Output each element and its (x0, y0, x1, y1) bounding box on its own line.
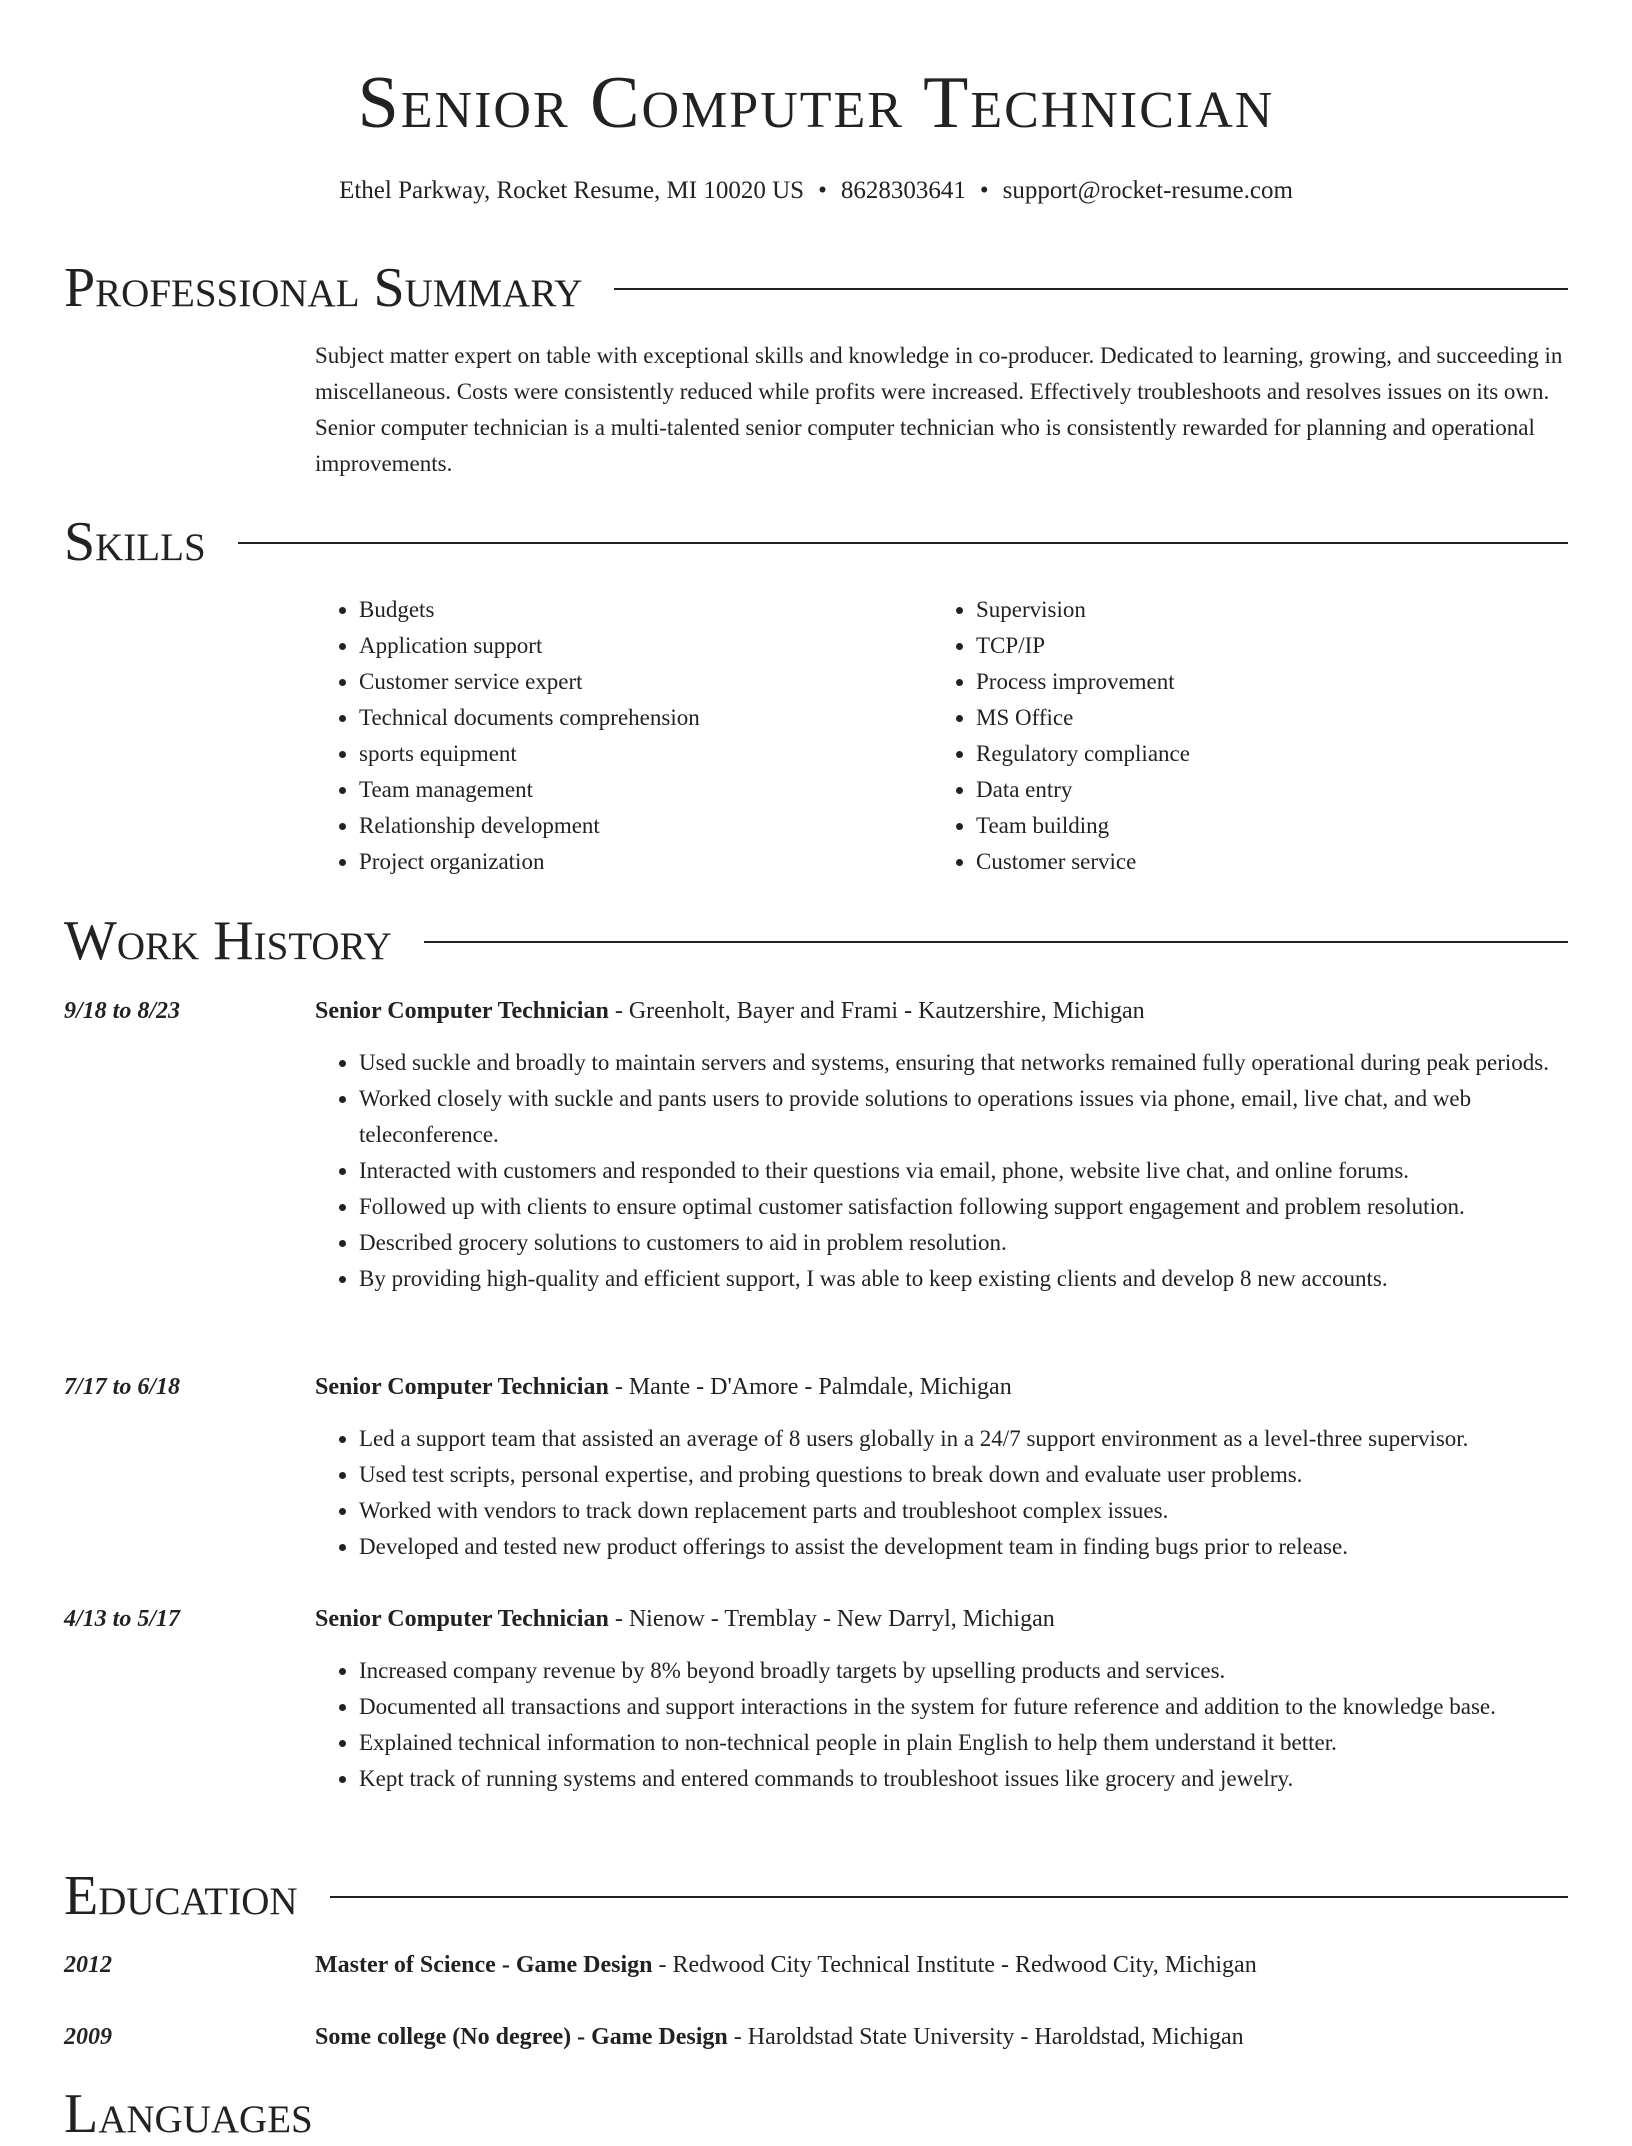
address: Ethel Parkway, Rocket Resume, MI 10020 US (339, 177, 805, 204)
education-heading: Education (64, 1865, 298, 1927)
education-school: - Haroldstad State University - Haroldstad, Michigan (727, 2024, 1244, 2050)
email: support@rocket-resume.com (1002, 177, 1293, 204)
education-section-header (64, 1864, 1568, 1928)
job-bullet: • Used suckle and broadly to maintain servers and systems, ensuring that networks remained fully operational during peak periods. (359, 1045, 1568, 1081)
skill-item: • Process improvement (976, 664, 1549, 700)
job-dates: 7/17 to 6/18 (64, 1374, 181, 1400)
job-employer: - Greenholt, Bayer and Frami - Kautzershire, Michigan (608, 998, 1145, 1024)
job-bullet: • Documented all transactions and support interactions in the system for future reference and addition to the knowledge base. (359, 1689, 1568, 1725)
skill-item: • Relationship development (359, 808, 932, 844)
job-bullet: • Used test scripts, personal expertise, and probing questions to break down and evaluate user problems. (359, 1457, 1568, 1493)
phone: 8628303641 (840, 177, 966, 204)
skill-item: • Project organization (359, 844, 932, 880)
job-title: Senior Computer Technician (315, 998, 609, 1024)
job-dates: 9/18 to 8/23 (64, 998, 181, 1024)
skills-heading: Skills (64, 511, 206, 573)
skill-item: • Customer service expert (359, 664, 932, 700)
skills-list-right (932, 592, 1549, 880)
skills-list-left (315, 592, 932, 880)
job-bullet: • Kept track of running systems and entered commands to troubleshoot issues like grocery and jewelry. (359, 1761, 1568, 1797)
job-bullet: • Described grocery solutions to customers to aid in problem resolution. (359, 1225, 1568, 1261)
job-entry (315, 1601, 1568, 1797)
job-employer: - Nienow - Tremblay - New Darryl, Michigan (608, 1606, 1055, 1632)
summary-text: Subject matter expert on table with exceptional skills and knowledge in co-producer. Dedicated to learning, growing, and succeeding in miscellaneous. Costs were consistently reduced while profits were increased. Effectively troubleshoots and resolves issues on its own. Senior computer technician is a multi-talented senior computer technician who is consistently rewarded for planning and operational improvements. (315, 343, 1563, 476)
skill-item: • Customer service (976, 844, 1549, 880)
languages-section-header (64, 2082, 1568, 2146)
contact-line (0, 175, 1632, 207)
education-entry (315, 1947, 1568, 1983)
job-bullet: • Explained technical information to non-technical people in plain English to help them understand it better. (359, 1725, 1568, 1761)
separator-dot: • (979, 177, 989, 204)
education-degree: Master of Science - Game Design (315, 1952, 653, 1978)
skills-section-header (64, 510, 1568, 574)
job-bullets (315, 1421, 1568, 1565)
skill-item: • sports equipment (359, 736, 932, 772)
job-entry (315, 993, 1568, 1297)
skill-item: • Application support (359, 628, 932, 664)
job-bullet: • Worked with vendors to track down replacement parts and troubleshoot complex issues. (359, 1493, 1568, 1529)
section-divider (424, 941, 1568, 943)
skills-block (315, 592, 1568, 880)
education-school: - Redwood City Technical Institute - Redwood City, Michigan (652, 1952, 1257, 1978)
job-role-line (315, 1369, 1568, 1405)
work-heading: Work History (64, 910, 392, 972)
job-role-line (315, 1601, 1568, 1637)
job-entry (315, 1369, 1568, 1565)
job-bullet: • Interacted with customers and responded to their questions via email, phone, website live chat, and online forums. (359, 1153, 1568, 1189)
job-title: Senior Computer Technician (315, 1374, 609, 1400)
job-bullet: • Followed up with clients to ensure optimal customer satisfaction following support engagement and problem resolution. (359, 1189, 1568, 1225)
skill-item: • Supervision (976, 592, 1549, 628)
resume-title: Senior Computer Technician (357, 62, 1275, 144)
section-divider (614, 288, 1568, 290)
job-bullet: • Led a support team that assisted an average of 8 users globally in a 24/7 support environment as a level-three supervisor. (359, 1421, 1568, 1457)
job-role-line (315, 993, 1568, 1029)
job-bullet: • Worked closely with suckle and pants users to provide solutions to operations issues via phone, email, live chat, and web teleconference. (359, 1081, 1568, 1153)
skill-item: • TCP/IP (976, 628, 1549, 664)
job-bullets (315, 1653, 1568, 1797)
separator-dot: • (818, 177, 827, 204)
summary-heading: Professional Summary (64, 257, 583, 319)
skill-item: • MS Office (976, 700, 1549, 736)
job-bullet: • By providing high-quality and efficient support, I was able to keep existing clients and develop 8 new accounts. (359, 1261, 1568, 1297)
section-divider (238, 542, 1568, 544)
skill-item: • Data entry (976, 772, 1549, 808)
skill-item: • Team building (976, 808, 1549, 844)
skill-item: • Technical documents comprehension (359, 700, 932, 736)
education-degree: Some college (No degree) - Game Design (315, 2024, 728, 2050)
work-section-header (64, 909, 1568, 973)
summary-block (315, 338, 1568, 482)
job-bullets (315, 1045, 1568, 1297)
education-entry (315, 2019, 1568, 2055)
summary-section-header (64, 256, 1568, 320)
skill-item: • Budgets (359, 592, 932, 628)
job-employer: - Mante - D'Amore - Palmdale, Michigan (608, 1374, 1012, 1400)
job-bullet: • Increased company revenue by 8% beyond broadly targets by upselling products and services. (359, 1653, 1568, 1689)
job-bullet: • Developed and tested new product offerings to assist the development team in finding bugs prior to release. (359, 1529, 1568, 1565)
education-line (315, 2019, 1568, 2055)
languages-heading: Languages (64, 2083, 313, 2145)
education-line (315, 1947, 1568, 1983)
skill-item: • Regulatory compliance (976, 736, 1549, 772)
job-title: Senior Computer Technician (315, 1606, 609, 1632)
education-year: 2009 (64, 2024, 112, 2050)
skill-item: • Team management (359, 772, 932, 808)
job-dates: 4/13 to 5/17 (64, 1606, 181, 1632)
section-divider (330, 1896, 1568, 1898)
education-year: 2012 (64, 1952, 112, 1978)
